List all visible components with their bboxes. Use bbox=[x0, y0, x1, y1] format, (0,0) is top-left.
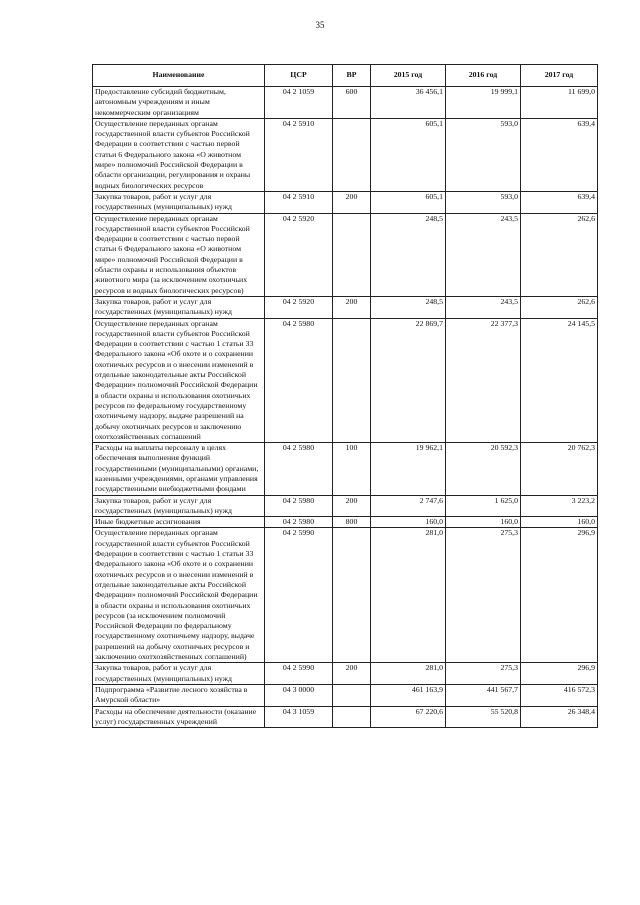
row-csr-code: 04 2 5980 bbox=[265, 495, 333, 517]
table-row bbox=[93, 191, 598, 213]
row-name: Подпрограмма «Развитие лесного хозяйства в Амурской области» bbox=[93, 684, 265, 706]
row-value-2015: 160,0 bbox=[371, 517, 446, 528]
row-vr-code bbox=[333, 118, 371, 191]
row-value-2015: 67 220,6 bbox=[371, 706, 446, 728]
table-row bbox=[93, 443, 598, 495]
row-value-2017: 296,9 bbox=[521, 528, 598, 663]
header-name: Наименование bbox=[93, 65, 265, 87]
table-row bbox=[93, 684, 598, 706]
row-csr-code: 04 2 5980 bbox=[265, 517, 333, 528]
row-value-2016: 19 999,1 bbox=[446, 87, 521, 119]
table-row bbox=[93, 318, 598, 443]
header-year-2016: 2016 год bbox=[446, 65, 521, 87]
row-vr-code bbox=[333, 684, 371, 706]
row-name: Предоставление субсидий бюджетным, автономным учреждениям и иным некоммерческим организациям bbox=[93, 87, 265, 119]
row-value-2015: 19 962,1 bbox=[371, 443, 446, 495]
row-name: Закупка товаров, работ и услуг для государственных (муниципальных) нужд bbox=[93, 495, 265, 517]
header-csr: ЦСР bbox=[265, 65, 333, 87]
row-name: Иные бюджетные ассигнования bbox=[93, 517, 265, 528]
row-name: Осуществление переданных органам государственной власти субъектов Российской Федерации в соответствии с частью 1 статьи 33 Федерального закона «Об охоте и о сохранении охотничьих ресурсов и о внесении изменений в отдельные законодательные акты Российской Федерации» полномочий Российской Федерации в области охраны и использования охотничьих ресурсов по федеральному государственному охотничьему надзору, выдаче разрешений на добычу охотничьих ресурсов и заключению охотхозяйственных соглашений bbox=[93, 318, 265, 443]
row-vr-code bbox=[333, 213, 371, 296]
row-value-2017: 26 348,4 bbox=[521, 706, 598, 728]
row-csr-code: 04 2 5990 bbox=[265, 663, 333, 685]
row-name: Осуществление переданных органам государственной власти субъектов Российской Федерации в соответствии с частью первой статьи 6 Федерального закона «О животном мире» полномочий Российской Федерации в области организации, регулирования и охраны водных биологических ресурсов bbox=[93, 118, 265, 191]
row-value-2015: 22 869,7 bbox=[371, 318, 446, 443]
row-name: Расходы на выплаты персоналу в целях обеспечения выполнения функций государственными (муниципальными) органами, казенными учреждениями, органами управления государственными внебюджетными фондами bbox=[93, 443, 265, 495]
row-value-2015: 248,5 bbox=[371, 213, 446, 296]
row-value-2017: 20 762,3 bbox=[521, 443, 598, 495]
table-row bbox=[93, 495, 598, 517]
row-name: Закупка товаров, работ и услуг для государственных (муниципальных) нужд bbox=[93, 296, 265, 318]
row-value-2015: 605,1 bbox=[371, 191, 446, 213]
row-vr-code: 100 bbox=[333, 443, 371, 495]
table-row bbox=[93, 517, 598, 528]
row-csr-code: 04 2 1059 bbox=[265, 87, 333, 119]
row-csr-code: 04 2 5910 bbox=[265, 191, 333, 213]
row-value-2016: 1 625,0 bbox=[446, 495, 521, 517]
row-vr-code: 200 bbox=[333, 663, 371, 685]
row-value-2016: 22 377,3 bbox=[446, 318, 521, 443]
header-year-2015: 2015 год bbox=[371, 65, 446, 87]
row-value-2016: 160,0 bbox=[446, 517, 521, 528]
row-value-2015: 248,5 bbox=[371, 296, 446, 318]
row-value-2017: 3 223,2 bbox=[521, 495, 598, 517]
header-vr: ВР bbox=[333, 65, 371, 87]
table-row bbox=[93, 118, 598, 191]
row-vr-code: 200 bbox=[333, 296, 371, 318]
table-row bbox=[93, 663, 598, 685]
row-value-2016: 243,5 bbox=[446, 296, 521, 318]
row-value-2015: 281,0 bbox=[371, 528, 446, 663]
row-value-2016: 275,3 bbox=[446, 663, 521, 685]
table-body bbox=[93, 87, 598, 728]
budget-table bbox=[92, 64, 598, 728]
row-value-2015: 2 747,6 bbox=[371, 495, 446, 517]
row-value-2015: 281,0 bbox=[371, 663, 446, 685]
row-csr-code: 04 2 5980 bbox=[265, 318, 333, 443]
row-value-2017: 416 572,3 bbox=[521, 684, 598, 706]
row-name: Расходы на обеспечение деятельности (оказание услуг) государственных учреждений bbox=[93, 706, 265, 728]
row-value-2017: 160,0 bbox=[521, 517, 598, 528]
row-value-2016: 593,0 bbox=[446, 191, 521, 213]
page-number: 35 bbox=[315, 20, 325, 30]
table-row bbox=[93, 296, 598, 318]
row-vr-code: 200 bbox=[333, 495, 371, 517]
row-value-2016: 275,3 bbox=[446, 528, 521, 663]
row-csr-code: 04 3 0000 bbox=[265, 684, 333, 706]
row-vr-code: 200 bbox=[333, 191, 371, 213]
row-value-2016: 20 592,3 bbox=[446, 443, 521, 495]
row-value-2017: 639,4 bbox=[521, 118, 598, 191]
row-value-2015: 461 163,9 bbox=[371, 684, 446, 706]
row-vr-code bbox=[333, 318, 371, 443]
row-value-2017: 262,6 bbox=[521, 213, 598, 296]
row-name: Закупка товаров, работ и услуг для государственных (муниципальных) нужд bbox=[93, 663, 265, 685]
row-value-2017: 11 699,0 bbox=[521, 87, 598, 119]
row-value-2017: 296,9 bbox=[521, 663, 598, 685]
row-value-2016: 243,5 bbox=[446, 213, 521, 296]
row-vr-code: 800 bbox=[333, 517, 371, 528]
row-value-2016: 593,0 bbox=[446, 118, 521, 191]
row-value-2017: 24 145,5 bbox=[521, 318, 598, 443]
table-row bbox=[93, 87, 598, 119]
row-name: Осуществление переданных органам государственной власти субъектов Российской Федерации в соответствии с частью 1 статьи 33 Федерального закона «Об охоте и о сохранении охотничьих ресурсов и о внесении изменений в отдельные законодательные акты Российской Федерации» полномочий Российской Федерации в области охраны и использования охотничьих ресурсов (за исключением полномочий Российской Федерации по федеральному государственному охотничьему надзору, выдаче разрешений на добычу охотничьих ресурсов и заключению охотхозяйственных соглашений) bbox=[93, 528, 265, 663]
row-vr-code bbox=[333, 706, 371, 728]
row-value-2015: 605,1 bbox=[371, 118, 446, 191]
row-csr-code: 04 2 5920 bbox=[265, 213, 333, 296]
table-row bbox=[93, 706, 598, 728]
row-value-2015: 36 456,1 bbox=[371, 87, 446, 119]
row-csr-code: 04 2 5910 bbox=[265, 118, 333, 191]
row-vr-code bbox=[333, 528, 371, 663]
table-header-row bbox=[93, 65, 598, 87]
table-row bbox=[93, 528, 598, 663]
row-csr-code: 04 2 5990 bbox=[265, 528, 333, 663]
row-name: Осуществление переданных органам государственной власти субъектов Российской Федерации в соответствии с частью первой статьи 6 Федерального закона «О животном мире» полномочий Российской Федерации в области охраны и использования объектов животного мира (за исключением охотничьих ресурсов и водных биологических ресурсов) bbox=[93, 213, 265, 296]
row-name: Закупка товаров, работ и услуг для государственных (муниципальных) нужд bbox=[93, 191, 265, 213]
row-value-2016: 441 567,7 bbox=[446, 684, 521, 706]
row-value-2016: 55 520,8 bbox=[446, 706, 521, 728]
row-vr-code: 600 bbox=[333, 87, 371, 119]
header-year-2017: 2017 год bbox=[521, 65, 598, 87]
row-value-2017: 639,4 bbox=[521, 191, 598, 213]
row-csr-code: 04 2 5980 bbox=[265, 443, 333, 495]
row-csr-code: 04 2 5920 bbox=[265, 296, 333, 318]
table-row bbox=[93, 213, 598, 296]
row-value-2017: 262,6 bbox=[521, 296, 598, 318]
row-csr-code: 04 3 1059 bbox=[265, 706, 333, 728]
